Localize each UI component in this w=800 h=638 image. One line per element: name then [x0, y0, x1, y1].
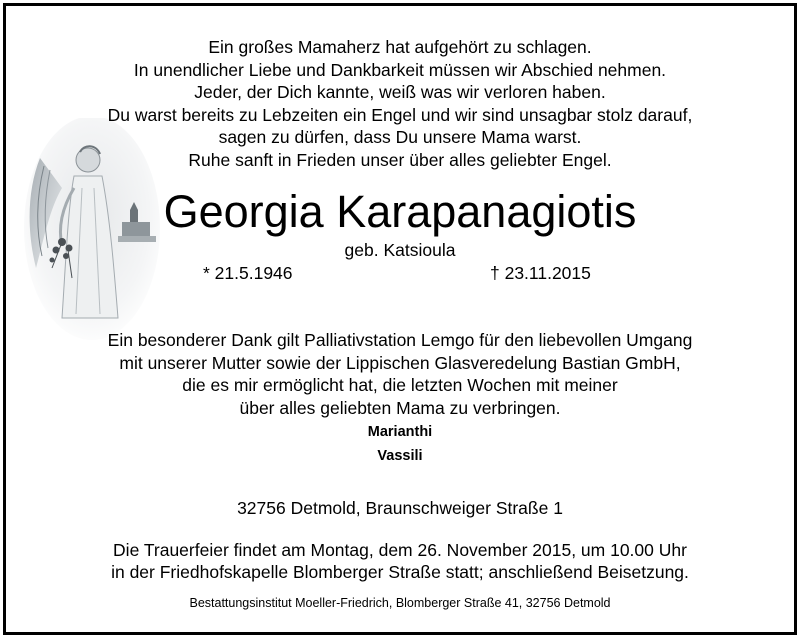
poem-block	[0, 36, 800, 172]
family-address: 32756 Detmold, Braunschweiger Straße 1	[237, 498, 563, 518]
poem-line: Ein großes Mamaherz hat aufgehört zu schlagen.	[208, 37, 592, 57]
deceased-name: Georgia Karapanagiotis	[163, 186, 637, 237]
thanks-block	[0, 329, 800, 420]
funeral-service-info	[0, 539, 800, 583]
thanks-line: Ein besonderer Dank gilt Palliativstation Lemgo für den liebevollen Umgang	[107, 330, 693, 350]
signer-name: Marianthi	[367, 424, 433, 440]
poem-line: In unendlicher Liebe und Dankbarkeit müssen wir Abschied nehmen.	[133, 59, 667, 80]
funeral-home-footer: Bestattungsinstitut Moeller-Friedrich, Blomberger Straße 41, 32756 Detmold	[189, 596, 611, 610]
service-line: in der Friedhofskapelle Blomberger Straße statt; anschließend Beisetzung.	[111, 562, 689, 582]
signer-name: Vassili	[377, 448, 423, 464]
poem-line: Jeder, der Dich kannte, weiß was wir verloren haben.	[194, 82, 606, 103]
birth-name: geb. Katsioula	[344, 240, 456, 260]
death-date: † 23.11.2015	[490, 263, 591, 283]
birth-date: * 21.5.1946	[203, 263, 293, 283]
thanks-line: die es mir ermöglicht hat, die letzten Wochen mit meiner	[182, 375, 618, 396]
poem-line: Ruhe sanft in Frieden unser über alles geliebter Engel.	[188, 149, 612, 170]
poem-line: sagen zu dürfen, dass Du unsere Mama warst.	[218, 127, 582, 148]
poem-line: Du warst bereits zu Lebzeiten ein Engel und wir sind unsagbar stolz darauf,	[107, 104, 693, 125]
thanks-line: über alles geliebten Mama zu verbringen.	[239, 398, 561, 419]
thanks-line: mit unserer Mutter sowie der Lippischen Glasveredelung Bastian GmbH,	[119, 352, 681, 373]
service-line: Die Trauerfeier findet am Montag, dem 26. November 2015, um 10.00 Uhr	[113, 540, 687, 560]
signers-block	[0, 420, 800, 468]
